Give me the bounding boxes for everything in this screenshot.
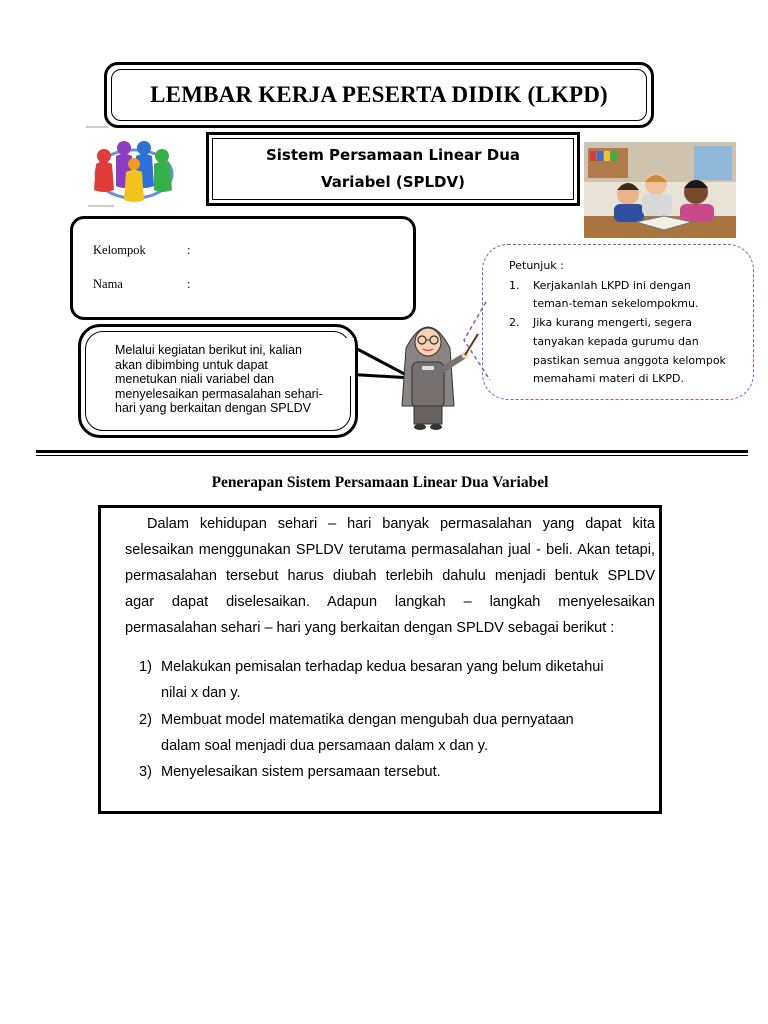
paragraph-line: permasalahan sehari – hari yang berkaitan dengan SPLDV sebagai berikut :	[125, 620, 615, 636]
kelompok-colon: :	[187, 243, 191, 257]
petunjuk-num-1: 1.	[509, 279, 520, 292]
section-heading: Penerapan Sistem Persamaan Linear Dua Variabel	[211, 474, 549, 491]
petunjuk-line: tanyakan kepada gurumu dan	[533, 335, 699, 348]
subtitle-line-1: Sistem Persamaan Linear Dua	[265, 146, 520, 164]
speech-line: Melalui kegiatan berikut ini, kalian	[115, 343, 302, 357]
step-line: Melakukan pemisalan terhadap kedua besaran yang belum diketahui	[161, 659, 604, 675]
speech-line: menetukan niali variabel dan	[115, 372, 275, 387]
petunjuk-line: memahami materi di LKPD.	[533, 372, 685, 385]
step-num-2: 2)	[139, 712, 152, 728]
nama-colon: :	[187, 277, 191, 291]
tail-joint-cover	[340, 338, 354, 376]
petunjuk-line: teman-teman sekelompokmu.	[533, 297, 699, 310]
speech-text	[115, 343, 347, 416]
paragraph-line: permasalahan tersebut harus diubah terlebih dahulu menjadi bentuk SPLDV	[125, 568, 655, 584]
divider-thick	[36, 450, 748, 453]
students-reading-photo	[584, 142, 736, 238]
step-num-1: 1)	[139, 659, 152, 675]
speech-line: akan dibimbing untuk dapat	[115, 357, 268, 372]
kelompok-label: Kelompok	[93, 243, 146, 257]
speech-line: menyelesaikan permasalahan sehari-	[115, 386, 323, 401]
step-line: Membuat model matematika dengan mengubah dua pernyataan	[161, 712, 574, 728]
petunjuk-line: Jika kurang mengerti, segera	[533, 316, 693, 329]
divider-thin	[36, 455, 748, 456]
petunjuk-num-2: 2.	[509, 316, 520, 329]
speech-line: hari yang berkaitan dengan SPLDV	[115, 401, 311, 416]
title-banner	[104, 62, 654, 128]
content-box	[98, 505, 662, 814]
petunjuk-line: Kerjakanlah LKPD ini dengan	[533, 279, 691, 292]
step-line: nilai x dan y.	[161, 685, 241, 701]
step-line: Menyelesaikan sistem persamaan tersebut.	[161, 764, 441, 780]
group-info-box	[70, 216, 416, 320]
speech-bubble	[78, 324, 358, 438]
subtitle-line-2: Variabel (SPLDV)	[321, 173, 465, 191]
page-title: LEMBAR KERJA PESERTA DIDIK (LKPD)	[150, 82, 608, 107]
teamwork-circle-icon	[84, 134, 188, 210]
step-line: dalam soal menjadi dua persamaan dalam x dan y.	[161, 738, 488, 754]
subtitle-box	[206, 132, 580, 206]
paragraph-line: selesaikan menggunakan SPLDV terutama permasalahan jual - beli. Akan tetapi,	[125, 542, 655, 558]
paragraph-line: Dalam kehidupan sehari – hari banyak permasalahan yang dapat kita	[147, 516, 655, 532]
petunjuk-title: Petunjuk :	[509, 259, 564, 272]
petunjuk-box	[482, 244, 754, 400]
nama-label: Nama	[93, 277, 123, 291]
petunjuk-line: pastikan semua anggota kelompok	[533, 354, 726, 367]
paragraph-line: agar dapat diselesaikan. Adapun langkah – langkah menyelesaikan	[125, 594, 655, 610]
banner-shadow-line	[86, 126, 108, 128]
step-num-3: 3)	[139, 764, 152, 780]
figure-green	[154, 149, 172, 192]
